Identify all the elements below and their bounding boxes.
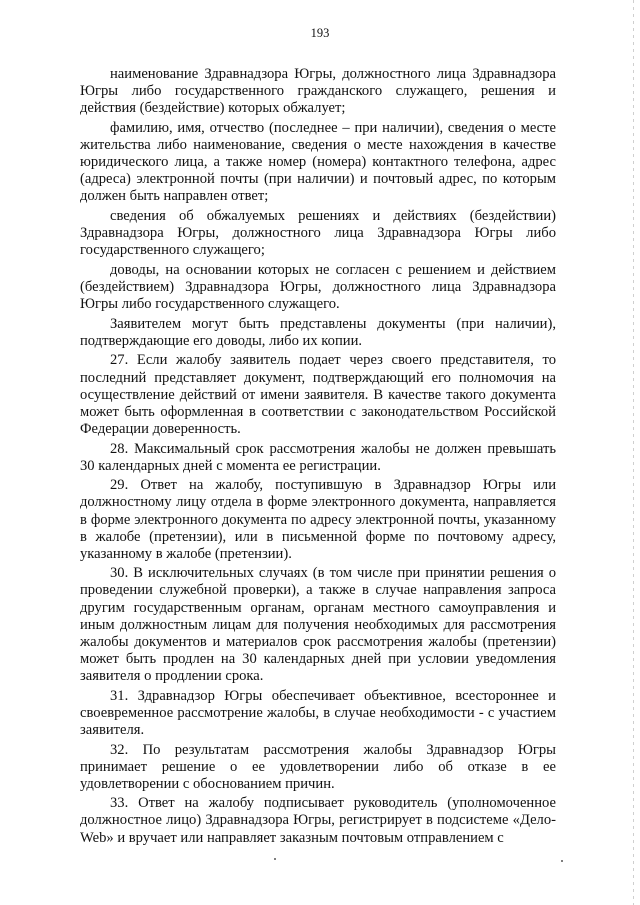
scan-edge-line [633,0,634,905]
paragraph-31-objective-review: 31. Здравнадзор Югры обеспечивает объективное, всестороннее и своевременное рассмотрение жалобы, в случае необходимости - с участием заявителя. [80,687,556,738]
scan-speck [274,858,276,860]
paragraph-applicant-details: фамилию, имя, отчество (последнее – при наличии), сведения о месте жительства либо наименование, сведения о месте нахождения в качестве юридического лица, а также номер (номера) контактного телефона, адрес (адреса) электронной почты (при наличии) и почтовый адрес, по которым должен быть направлен ответ; [80,119,556,205]
paragraph-appealed-decisions: сведения об обжалуемых решениях и действиях (бездействии) Здравнадзора Югры, должностного лица Здравнадзора Югры либо государственного служащего; [80,207,556,259]
paragraph-appeal-subject: наименование Здравнадзора Югры, должностного лица Здравнадзора Югры либо государственного гражданского служащего, решения и действия (бездействие) которых обжалует; [80,66,556,117]
page-number: 193 [310,26,330,40]
paragraph-29-electronic-reply: 29. Ответ на жалобу, поступившую в Здравнадзор Югры или должностному лицу отдела в форме электронного документа, направляется в форме электронного документа по адресу электронной почты, указанному в жалобе (претензии), или в письменной форме по почтовому адресу, указанному в жалобе (претензии). [80,477,556,562]
paragraph-33-signing: 33. Ответ на жалобу подписывает руководитель (уполномоченное должностное лицо) Здравнадзора Югры, регистрирует в подсистеме «Дело-Web» и вручает или направляет заказным почтовым отправлением с [80,795,556,846]
paragraph-30-extension: 30. В исключительных случаях (в том числе при принятии решения о проведении служебной проверки), а также в случае направления запроса другим государственным органам, органам местного самоуправления и иным должностным лицам для получения необходимых для рассмотрения жалобы документов и материалов срок рассмотрения жалобы (претензии) может быть продлен на 30 календарных дней при условии уведомления заявителя о продлении срока. [80,565,556,684]
paragraph-arguments: доводы, на основании которых не согласен с решением и действием (бездействием) Здравнадзора Югры, должностного лица Здравнадзора Югры либо государственного служащего. [80,261,556,312]
paragraph-32-decision: 32. По результатам рассмотрения жалобы Здравнадзор Югры принимает решение о ее удовлетворении либо об отказе в ее удовлетворении с обоснованием причин. [80,741,556,792]
scan-speck [561,860,563,862]
document-body [80,66,556,849]
paragraph-supporting-documents: Заявителем могут быть представлены документы (при наличии), подтверждающие его доводы, либо их копии. [80,315,556,349]
paragraph-28-review-period: 28. Максимальный срок рассмотрения жалобы не должен превышать 30 календарных дней с момента ее регистрации. [80,440,556,474]
paragraph-27-representative: 27. Если жалобу заявитель подает через своего представителя, то последний представляет документ, подтверждающий его полномочия на осуществление действий от имени заявителя. В качестве такого документа может быть оформленная в соответствии с законодательством Российской Федерации доверенность. [80,352,556,437]
